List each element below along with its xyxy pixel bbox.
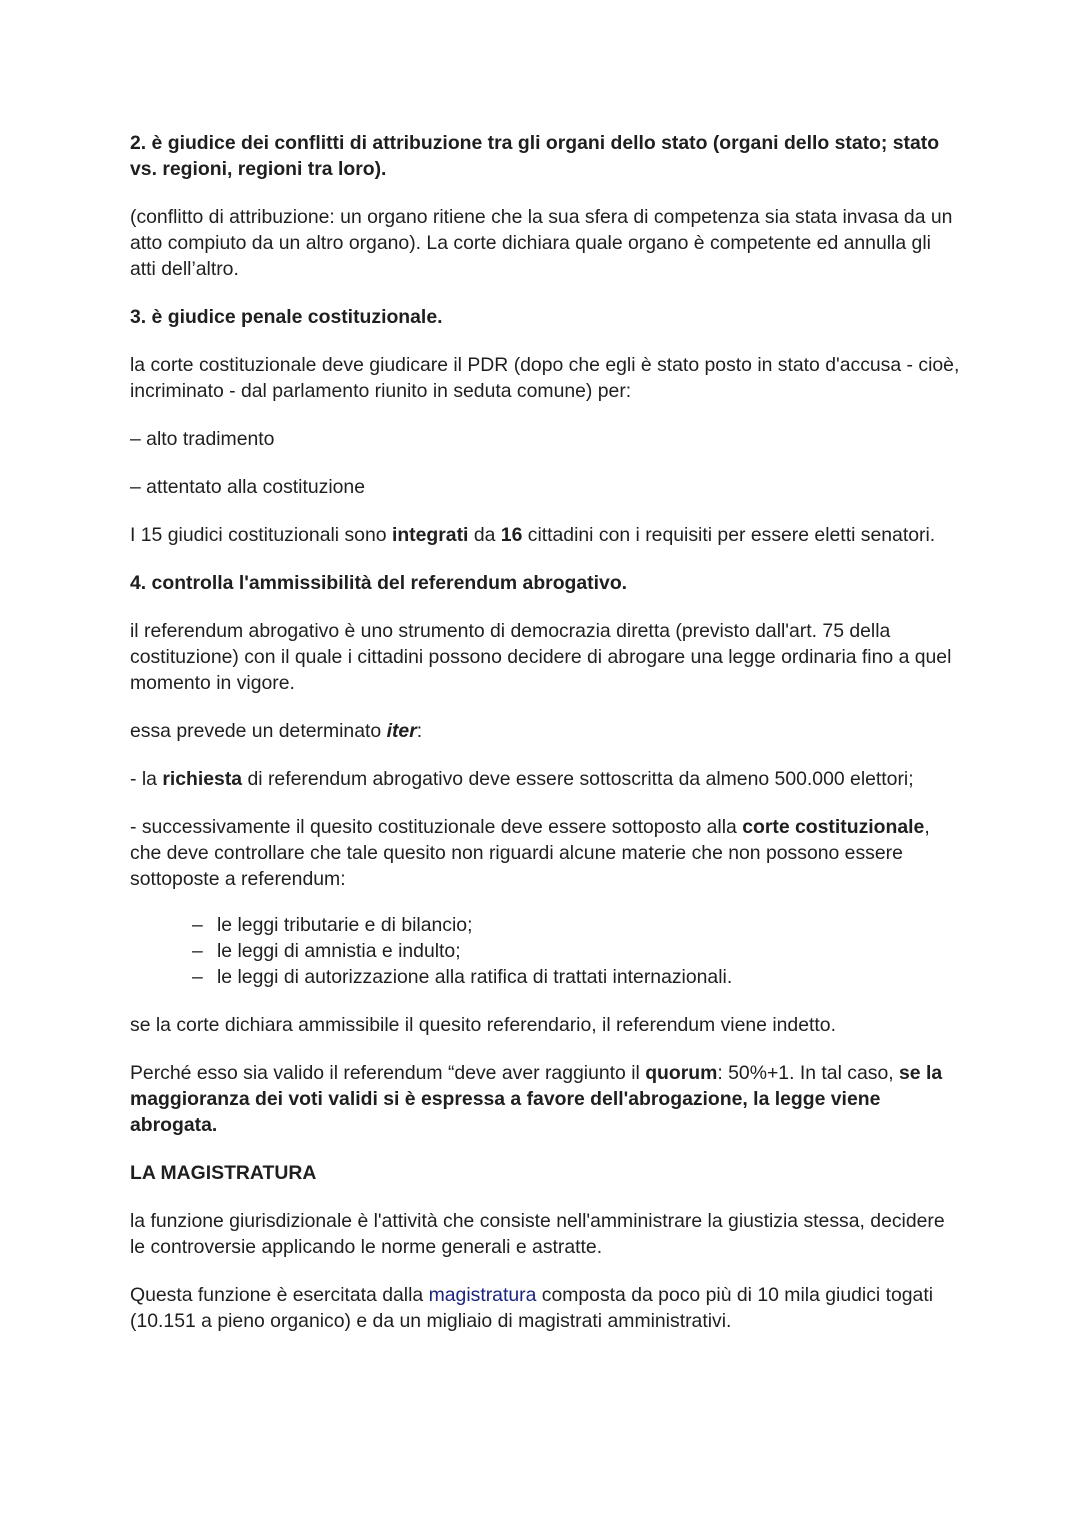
bold-run: se la maggioranza dei voti validi si è espressa a favore dell'abrogazione, la legge viene abrogata. — [130, 1062, 943, 1136]
text-run: di referendum abrogativo deve essere sottoscritta da almeno 500.000 elettori; — [242, 768, 914, 790]
text-run: - la — [130, 768, 163, 790]
iter-step-court — [130, 814, 960, 892]
iter-word: iter — [386, 720, 417, 742]
judges-integration-paragraph — [130, 522, 960, 548]
referendum-definition: il referendum abrogativo è uno strumento di democrazia diretta (previsto dall'art. 75 della costituzione) con il quale i cittadini possono decidere di abrogare una legge ordinaria fino a quel momento in vigore. — [130, 620, 952, 694]
bold-run: corte costituzionale — [742, 816, 925, 838]
crime-item-high-treason: – alto tradimento — [130, 428, 275, 450]
point-2-text: 2. è giudice dei conflitti di attribuzione tra gli organi dello stato (organi dello stato; stato vs. regioni, regioni tra loro). — [130, 132, 940, 180]
text-run: : — [416, 720, 423, 742]
section-heading-magistratura: LA MAGISTRATURA — [130, 1162, 317, 1184]
conflict-explanation: (conflitto di attribuzione: un organo ritiene che la sua sfera di competenza sia stata invasa da un atto compiuto da un altro organo). La corte dichiara quale organo è competente ed annulla gli atti dell’altro. — [130, 206, 953, 280]
bold-run: 16 — [500, 524, 523, 546]
text-run: I 15 giudici costituzionali sono — [130, 524, 392, 546]
bold-run: richiesta — [162, 768, 243, 790]
point-2-title — [130, 130, 960, 182]
pdr-judgment-paragraph: la corte costituzionale deve giudicare il PDR (dopo che egli è stato posto in stato d'accusa - cioè, incriminato - dal parlamento riunito in seduta comune) per: — [130, 354, 960, 402]
text-run: : 50%+1. In tal caso, — [717, 1062, 900, 1084]
point-4-title — [130, 570, 960, 596]
admissibility-paragraph: se la corte dichiara ammissibile il quesito referendario, il referendum viene indetto. — [130, 1014, 836, 1036]
bold-run: integrati — [391, 524, 469, 546]
text-run: essa prevede un determinato — [130, 720, 387, 742]
list-item: – le leggi tributarie e di bilancio; — [192, 912, 960, 938]
text-run: composta da poco più di 10 mila giudici togati (10.151 a pieno organico) e da un migliaio di magistrati amministrativi. — [130, 1284, 934, 1332]
list-item: – le leggi di autorizzazione alla ratifica di trattati internazionali. — [192, 964, 960, 990]
magistratura-link[interactable]: magistratura — [428, 1284, 537, 1306]
text-run: da — [468, 524, 501, 546]
jurisdiction-paragraph: la funzione giurisdizionale è l'attività che consiste nell'amministrare la giustizia stessa, decidere le controversie applicando le norme generali e astratte. — [130, 1210, 945, 1258]
text-run: - successivamente il quesito costituzionale deve essere sottoposto alla — [130, 816, 743, 838]
crime-item-attack-constitution: – attentato alla costituzione — [130, 476, 365, 498]
text-run: cittadini con i requisiti per essere eletti senatori. — [522, 524, 936, 546]
text-run: Perché esso sia valido il referendum “deve aver raggiunto il — [130, 1062, 646, 1084]
iter-step-request — [130, 766, 960, 792]
point-3-title — [130, 304, 960, 330]
list-item: – le leggi di amnistia e indulto; — [192, 938, 960, 964]
point-3-text: 3. è giudice penale costituzionale. — [130, 306, 443, 328]
quorum-paragraph — [130, 1060, 960, 1138]
bold-run: quorum — [645, 1062, 718, 1084]
text-run: , che deve controllare che tale quesito non riguardi alcune materie che non possono essere sottoposte a referendum: — [130, 816, 930, 890]
iter-intro — [130, 718, 960, 744]
text-run: Questa funzione è esercitata dalla — [130, 1284, 429, 1306]
magistratura-paragraph — [130, 1282, 960, 1334]
point-4-text: 4. controlla l'ammissibilità del referendum abrogativo. — [130, 572, 628, 594]
document-page — [130, 130, 960, 1356]
excluded-matters-list — [130, 912, 960, 990]
